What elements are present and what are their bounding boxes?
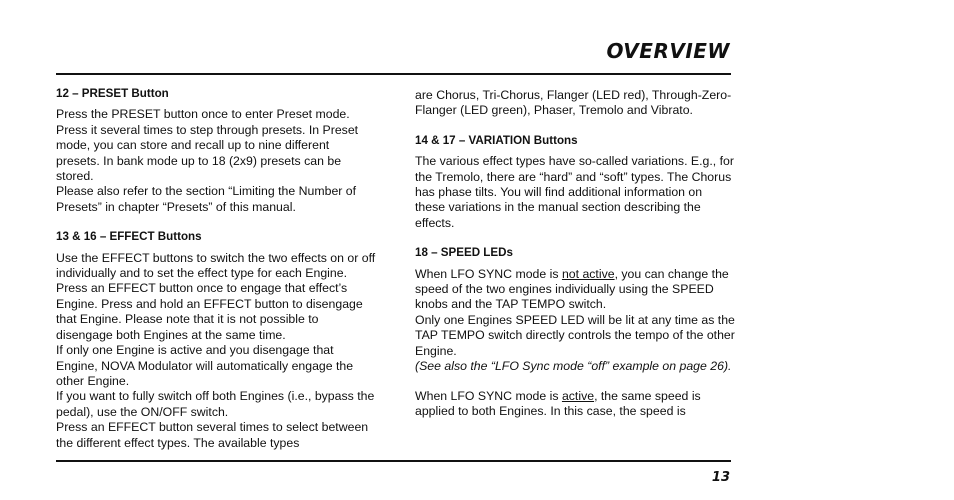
preset-body-1: Press the PRESET button once to enter Preset mode. Press it several times to step through presets. In Preset mode, you can store and recall up to nine different presets. In bank mode up to 18 (2x9) presets can be stored. bbox=[56, 107, 359, 184]
bottom-rule bbox=[56, 460, 731, 462]
variation-heading: 14 & 17 – VARIATION Buttons bbox=[415, 133, 578, 147]
speed-heading: 18 – SPEED LEDs bbox=[415, 246, 513, 260]
top-rule bbox=[56, 73, 731, 75]
speed-p1-underlined: not active bbox=[561, 266, 615, 281]
effect-types-continuation: are Chorus, Tri-Chorus, Flanger (LED red), Through-Zero-Flanger (LED green), Phaser, Tremolo and Vibrato. bbox=[415, 88, 732, 118]
speed-p4-underlined: active bbox=[561, 388, 595, 403]
page-number: 13 bbox=[711, 470, 730, 485]
speed-p4-post: , the same speed is applied to both Engines. In this case, the speed is bbox=[415, 388, 701, 418]
page-title: OVERVIEW bbox=[606, 39, 730, 63]
spacer bbox=[415, 231, 735, 245]
spacer bbox=[415, 119, 735, 133]
speed-p1-post: , you can change the speed of the two engines individually using the SPEED knobs and the TAP TEMPO switch. bbox=[415, 266, 729, 312]
variation-body: The various effect types have so-called variations. E.g., for the Tremolo, there are “hard” and “soft” types. The Chorus has phase tilts. You will find additional information on these variations in the manual section describing the effects. bbox=[415, 154, 734, 230]
spacer bbox=[415, 375, 735, 389]
speed-p1-pre: When LFO SYNC mode is bbox=[415, 266, 562, 281]
effect-body-3: If you want to fully switch off both Engines (i.e., bypass the pedal), use the ON/OFF switch. bbox=[56, 389, 375, 419]
speed-paragraph-4 bbox=[415, 389, 735, 420]
effect-heading: 13 & 16 – EFFECT Buttons bbox=[56, 230, 202, 244]
spacer bbox=[56, 215, 376, 229]
preset-heading: 12 – PRESET Button bbox=[56, 87, 169, 100]
left-column bbox=[56, 86, 376, 451]
effect-body-2: If only one Engine is active and you disengage that Engine, NOVA Modulator will automatically engage the other Engine. bbox=[56, 343, 354, 388]
right-column bbox=[415, 88, 735, 419]
speed-paragraph-3: (See also the “LFO Sync mode “off” example on page 26). bbox=[415, 359, 732, 374]
speed-p4-pre: When LFO SYNC mode is bbox=[415, 388, 562, 403]
speed-paragraph-2: Only one Engines SPEED LED will be lit at any time as the TAP TEMPO switch directly controls the tempo of the other Engine. bbox=[415, 312, 735, 358]
speed-paragraph-1 bbox=[415, 267, 735, 313]
preset-body-2: Please also refer to the section “Limiting the Number of Presets” in chapter “Presets” of this manual. bbox=[56, 184, 357, 214]
effect-body-4: Press an EFFECT button several times to select between the different effect types. The available types bbox=[56, 420, 369, 450]
effect-body-1: Use the EFFECT buttons to switch the two effects on or off individually and to set the effect type for each Engine. Press an EFFECT button once to engage that effect’s Engine. Press and hold an EFFECT button to disengage that Engine. Please note that it is not possible to disengage both Engines at the same time. bbox=[56, 250, 376, 342]
